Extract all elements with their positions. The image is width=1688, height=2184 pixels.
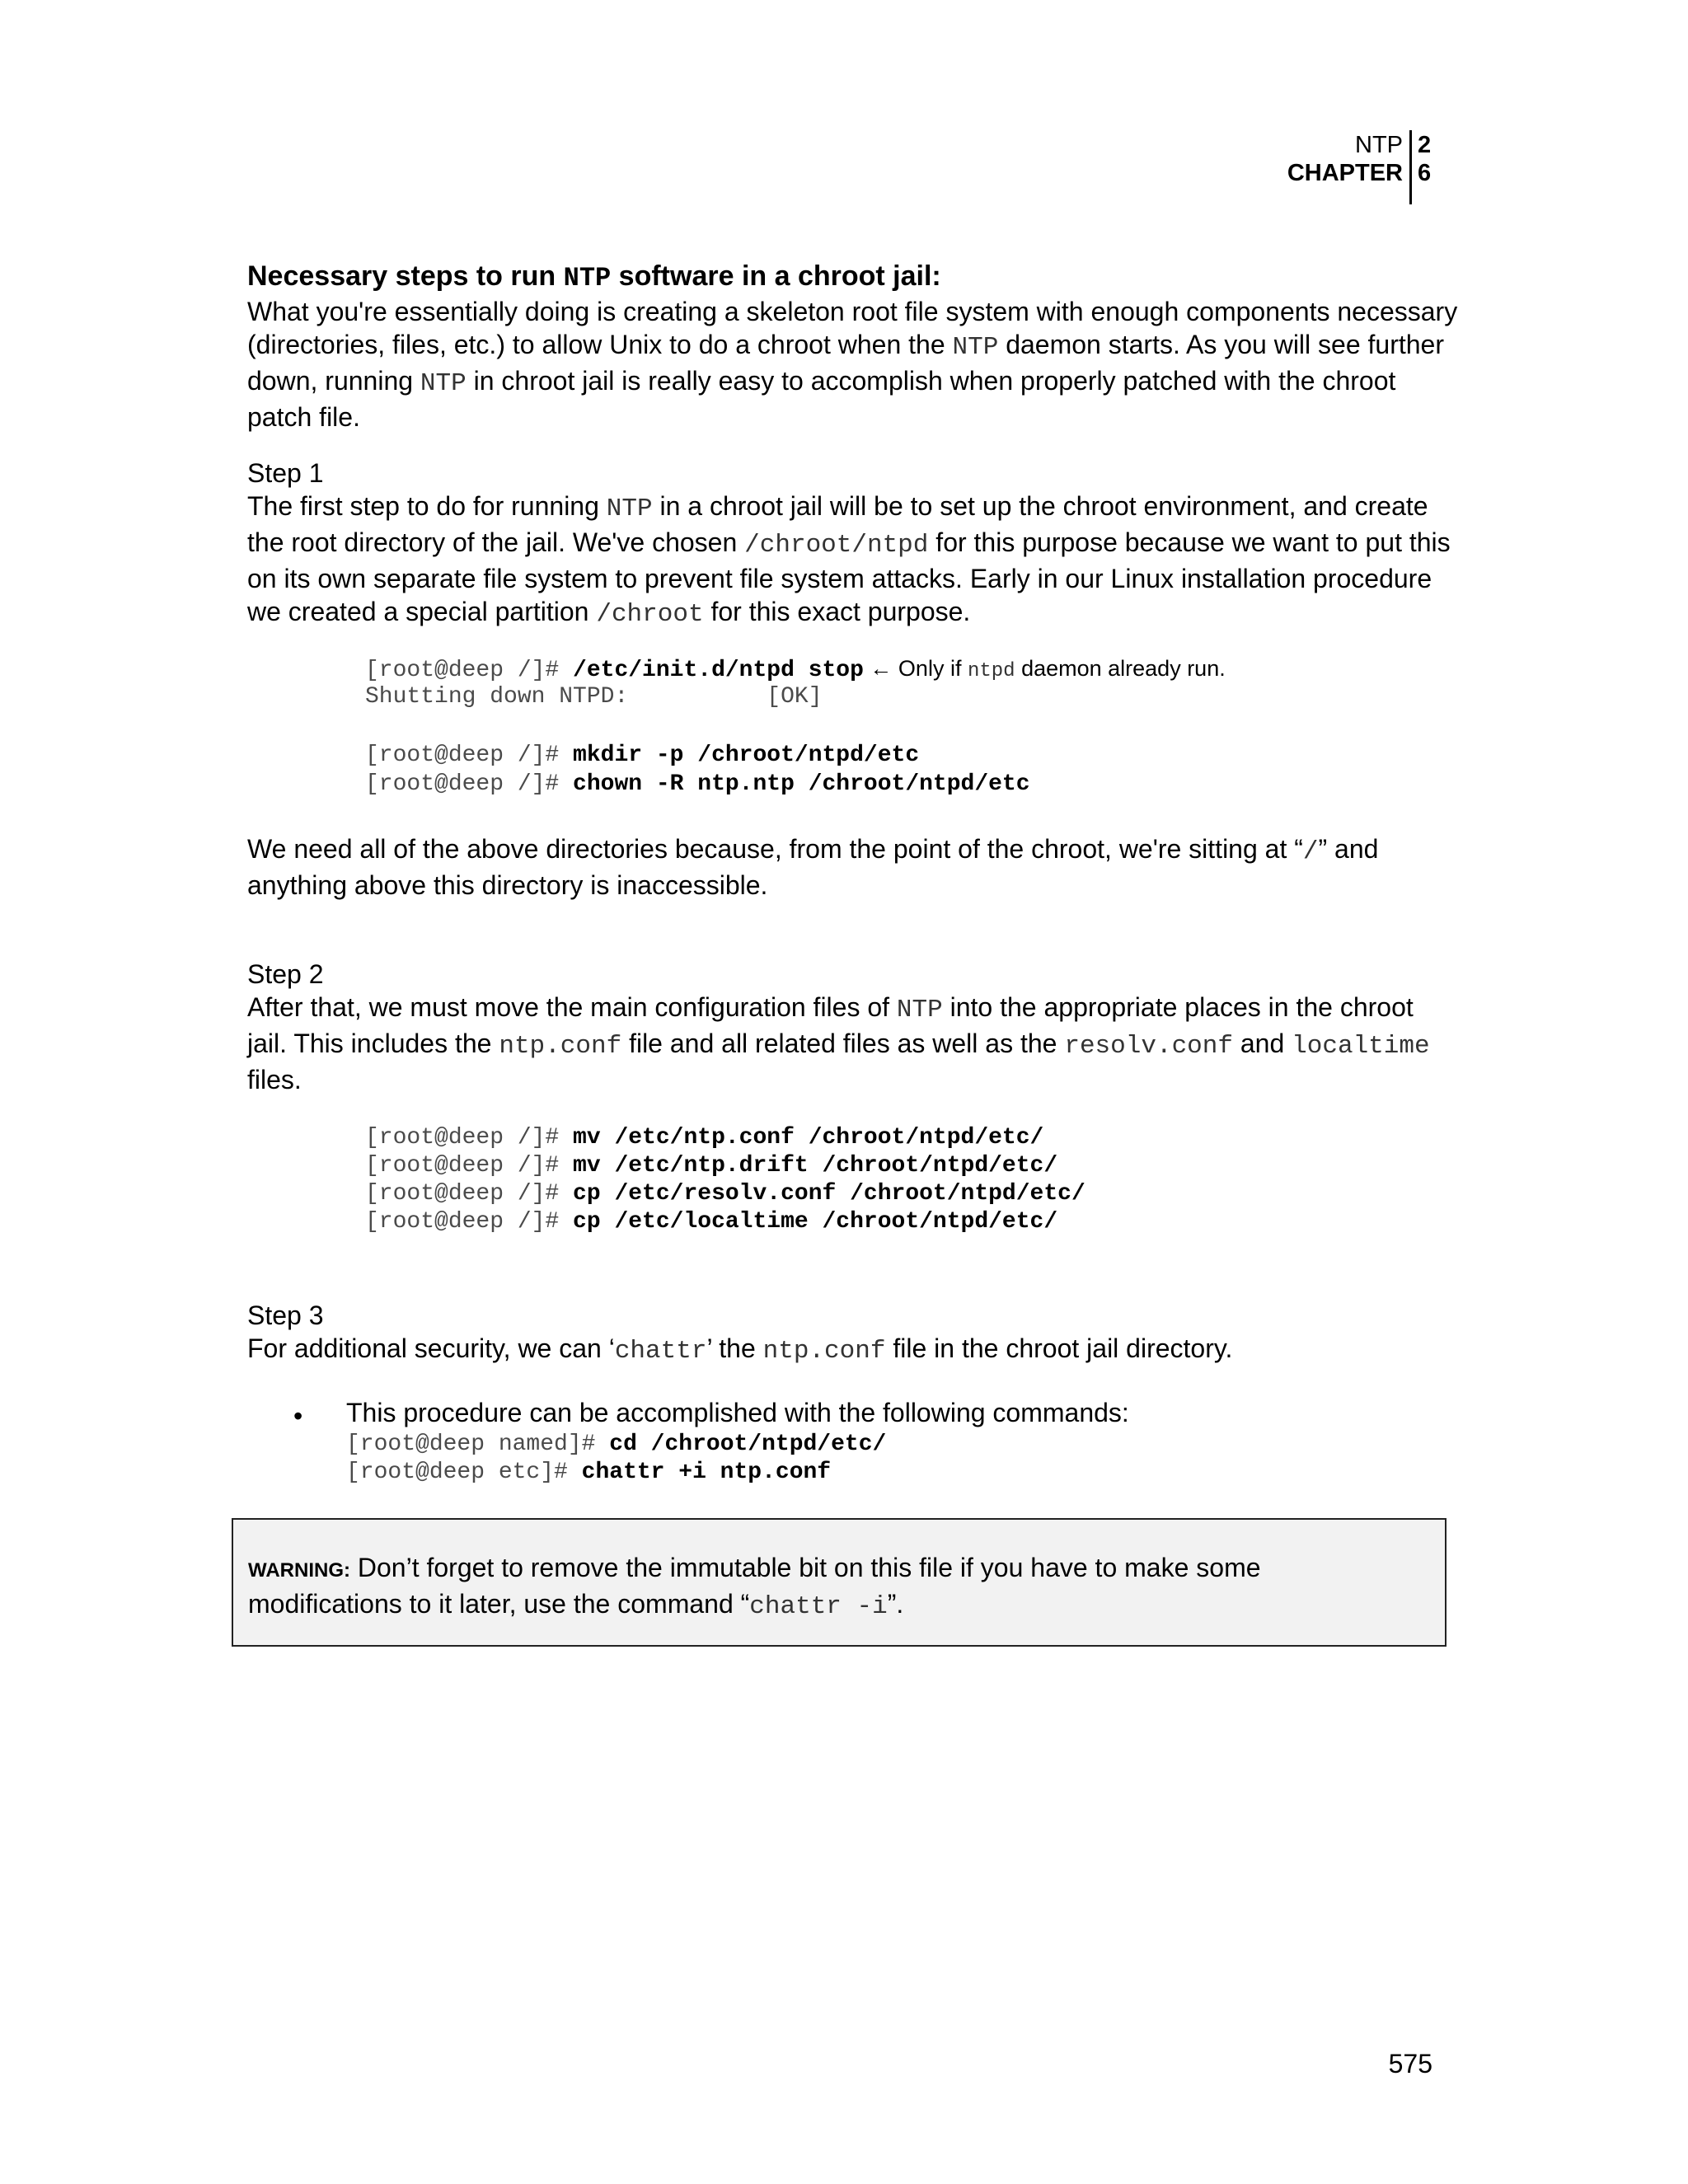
code-line: [root@deep /]# mv /etc/ntp.conf /chroot/ntpd/etc/ — [365, 1125, 1044, 1151]
step-3-title: Step 3 — [247, 1301, 324, 1330]
warning-label: WARNING: — [248, 1559, 350, 1582]
step-3-paragraph: For additional security, we can ‘chattr’ the ntp.conf file in the chroot jail directory. — [247, 1333, 1233, 1366]
bullet-text: This procedure can be accomplished with the following commands: — [346, 1398, 1129, 1427]
header-divider — [1409, 130, 1412, 204]
warning-box — [232, 1518, 1447, 1647]
step-1-after-paragraph: We need all of the above directories because, from the point of the chroot, we're sitting at “/” and anything above this directory is inaccessible. — [247, 834, 1379, 900]
code-line: [root@deep named]# cd /chroot/ntpd/etc/ — [346, 1432, 887, 1457]
header-chapter-label: CHAPTER — [1287, 160, 1403, 186]
warning-text: WARNING: Don’t forget to remove the immutable bit on this file if you have to make some modifications to it later, use the command “chattr -i”. — [248, 1553, 1261, 1621]
bullet-icon: • — [293, 1401, 303, 1431]
code-line: [root@deep /]# cp /etc/localtime /chroot/ntpd/etc/ — [365, 1209, 1058, 1235]
section-heading: Necessary steps to run NTP software in a chroot jail: — [247, 260, 941, 293]
code-line: [root@deep /]# cp /etc/resolv.conf /chroot/ntpd/etc/ — [365, 1181, 1085, 1207]
arrow-left-icon: ← — [870, 656, 893, 681]
code-line: [root@deep /]# chown -R ntp.ntp /chroot/ntpd/etc — [365, 771, 1030, 797]
step-2-title: Step 2 — [247, 959, 324, 989]
intro-paragraph: What you're essentially doing is creating a skeleton root file system with enough components necessary (directories, files, etc.) to allow Unix to do a chroot when the NTP daemon starts. As you will see further down, running NTP in chroot jail is really easy to accomplish when properly patched with the chroot patch file. — [247, 297, 1458, 432]
page-number: 575 — [1388, 2049, 1432, 2079]
code-line: [root@deep /]# mv /etc/ntp.drift /chroot/ntpd/etc/ — [365, 1153, 1058, 1179]
code-line: [root@deep /]# /etc/init.d/ntpd stop ← Only if ntpd daemon already run. — [365, 656, 1226, 683]
code-line: [root@deep etc]# chattr +i ntp.conf — [346, 1460, 832, 1485]
step-2-paragraph: After that, we must move the main configuration files of NTP into the appropriate places in the chroot jail. This includes the ntp.conf file and all related files as well as the resolv.conf and localtime files. — [247, 992, 1430, 1094]
chapter-number-bottom: 6 — [1418, 160, 1432, 186]
code-output-line: Shutting down NTPD: [OK] — [365, 684, 823, 710]
code-line: [root@deep /]# mkdir -p /chroot/ntpd/etc — [365, 743, 920, 768]
step-1-paragraph: The first step to do for running NTP in a chroot jail will be to set up the chroot environment, and create the root directory of the jail. We've chosen /chroot/ntpd for this purpose because we want to put this on its own separate file system to prevent file system attacks. Early in our Linux installation procedure we created a special partition /chroot for this exact purpose. — [247, 491, 1451, 629]
step-1-title: Step 1 — [247, 458, 324, 488]
header-section: NTP — [1355, 132, 1403, 158]
chapter-number-top: 2 — [1418, 132, 1432, 158]
